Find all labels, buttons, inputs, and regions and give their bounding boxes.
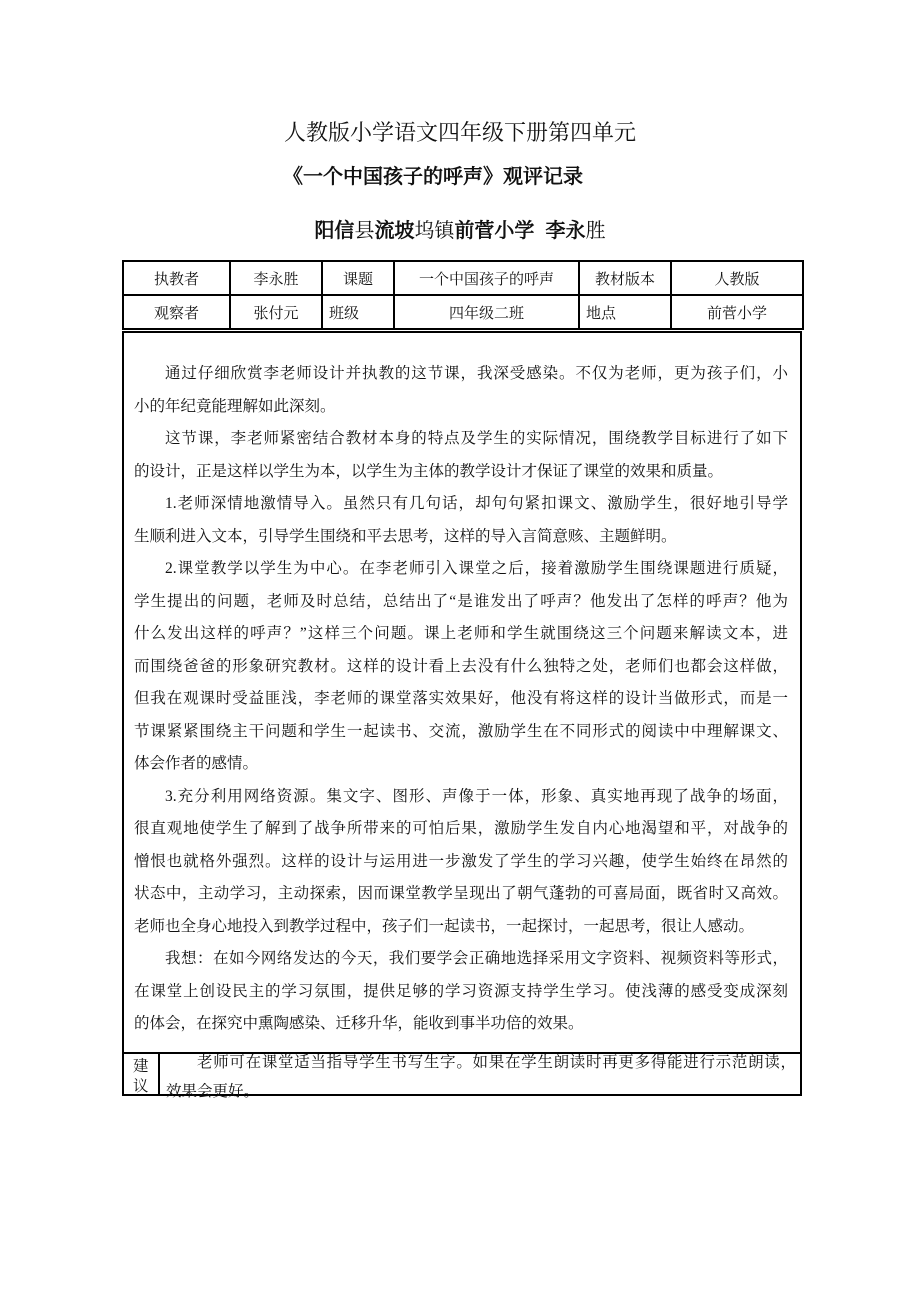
paragraph-line: 2.课堂教学以学生为中心。在李老师引入课堂之后，接着激励学生围绕课题进行质疑， (165, 560, 788, 577)
value-class: 四年级二班 (394, 295, 579, 329)
paragraph-line: 小的年纪竟能理解如此深刻。 (134, 397, 336, 415)
paragraph-line: 节课紧紧围绕主干问题和学生一起读书、交流，激励学生在不同形式的阅读中中理解课文、 (134, 722, 788, 740)
label-teacher: 执教者 (123, 261, 230, 295)
paragraph-line: 通过仔细欣赏李老师设计并执教的这节课，我深受感染。不仅为老师，更为孩子们，小 (165, 365, 788, 382)
paragraph-line: 的体会，在探究中熏陶感染、迁移升华，能收到事半功倍的效果。 (134, 1015, 584, 1032)
paragraph-line: 1.老师深情地激情导入。虽然只有几句话，却句句紧扣课文、激励学生，很好地引导学 (165, 495, 788, 512)
suggestion-line: 老师可在课堂适当指导学生书写生字。如果在学生朗读时再更多得能进行示范朗读， (197, 1054, 796, 1071)
suggestion-section (122, 1052, 802, 1100)
paragraph-line: 很直观地使学生了解到了战争所带来的可怕后果，激励学生发自内心地渴望和平，对战争的 (134, 820, 788, 837)
paragraph-line: 学生提出的问题，老师及时总结，总结出了“是谁发出了呼声？他发出了怎样的呼声？他为 (134, 592, 788, 610)
table-row (123, 261, 803, 295)
suggestion-text (166, 1048, 796, 1106)
paragraph-line: 生顺利进入文本，引导学生围绕和平去思考，这样的导入言简意赅、主题鲜明。 (134, 527, 677, 545)
paragraph-line: 状态中，主动学习，主动探索，因而课堂教学呈现出了朝气蓬勃的可喜局面，既省时又高效。 (134, 885, 788, 902)
review-body (122, 331, 802, 1054)
review-text (134, 358, 788, 1041)
suggestion-label-char: 建 (133, 1058, 149, 1075)
author-part: 坞镇 (414, 220, 455, 242)
author-part: 县 (354, 220, 375, 242)
paragraph-line: 在课堂上创设民主的学习氛围，提供足够的学习资源支持学生学习。使浅薄的感受变成深刻 (134, 982, 788, 1000)
suggestion-label-char: 议 (133, 1078, 149, 1095)
paragraph-line: 我想：在如今网络发达的今天，我们要学会正确地选择采用文字资料、视频资料等形式， (165, 950, 788, 967)
author-part: 阳信 (314, 220, 355, 242)
value-edition: 人教版 (671, 261, 803, 295)
paragraph-line: 而围绕爸爸的形象研究教材。这样的设计看上去没有什么独特之处，老师们也都会这样做， (134, 657, 788, 675)
value-topic: 一个中国孩子的呼声 (394, 261, 579, 295)
label-observer: 观察者 (123, 295, 230, 329)
paragraph-line: 憎恨也就格外强烈。这样的设计与运用进一步激发了学生的学习兴趣，使学生始终在昂然的 (134, 852, 788, 870)
table-row (123, 295, 803, 329)
label-class: 班级 (322, 295, 394, 329)
info-table (122, 260, 804, 330)
paragraph-line: 3.充分利用网络资源。集文字、图形、声像于一体，形象、真实地再现了战争的场面， (165, 787, 788, 805)
author-part: 流坡 (374, 220, 415, 242)
document-title: 人教版小学语文四年级下册第四单元 (283, 120, 636, 145)
author-part: 前菅小学 李永 (454, 220, 586, 242)
value-observer: 张付元 (230, 295, 322, 329)
value-teacher: 李永胜 (230, 261, 322, 295)
suggestion-label (124, 1052, 160, 1094)
paragraph-line: 的设计，正是这样以学生为本，以学生为主体的教学设计才保证了课堂的效果和质量。 (134, 462, 724, 480)
document-subtitle: 《一个中国孩子的呼声》观评记录 (283, 166, 583, 188)
paragraph-line: 老师也全身心地投入到教学过程中，孩子们一起读书，一起探讨，一起思考，很让人感动。 (134, 917, 755, 935)
paragraph-line: 体会作者的感情。 (134, 755, 259, 772)
paragraph-line: 这节课，李老师紧密结合教材本身的特点及学生的实际情况，围绕教学目标进行了如下 (165, 430, 788, 447)
label-edition: 教材版本 (579, 261, 671, 295)
author-part: 胜 (585, 220, 606, 242)
label-topic: 课题 (322, 261, 394, 295)
author-line (0, 214, 920, 243)
paragraph-line: 什么发出这样的呼声？”这样三个问题。课上老师和学生就围绕这三个问题来解读文本，进 (134, 625, 788, 642)
paragraph-line: 但我在观课时受益匪浅，李老师的课堂落实效果好，他没有将这样的设计当做形式，而是一 (134, 690, 788, 707)
suggestion-line: 效果会更好。 (166, 1083, 260, 1100)
value-location: 前菅小学 (671, 295, 803, 329)
label-location: 地点 (579, 295, 671, 329)
